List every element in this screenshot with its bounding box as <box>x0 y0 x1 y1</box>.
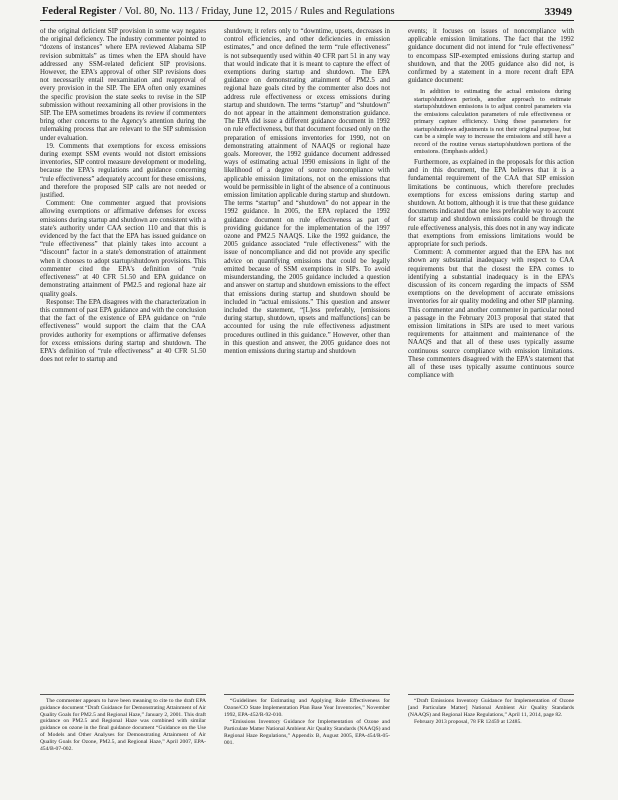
footnote: “Guidelines for Estimating and Applying Rule Effectiveness for Ozone/CO State Implementation Plan Base Year Inventories,” November 1992, EPA-452/R-92-010. <box>224 698 390 718</box>
page-header <box>42 6 572 24</box>
block-quote: In addition to estimating the actual emissions during startup/shutdown periods, another approach to estimate startup/shutdown emissions is to adjust control parameters via the emissions calculation parameters of rule effectiveness or primary capture efficiency. Using these parameters for startup/shutdown adjustments is not their original purpose, but can be a simple way to increase the emissions and still have a record of the routine versus startup/shutdown portions of the emissions. (Emphasis added.) <box>414 88 571 156</box>
paragraph: of the original deficient SIP provision in some way negates the original deficiency. The industry commenter pointed to “dozens of instances” where EPA reviewed Alabama SIP revision submittals” as times when the EPA should have addressed any SSM-related deficient SIP provisions. However, the EPA's approval of other SIP revisions does not necessarily entail reexamination and reapproval of every provision in the SIP. The EPA often only examines the specific provision the state seeks to revise in the SIP submission without reexamining all other provisions in the SIP. The EPA sometimes broadens its review if commenters bring other concerns to the Agency's attention during the rulemaking process that are relevant to the SIP submission under evaluation. <box>40 28 206 142</box>
paragraph: Furthermore, as explained in the proposals for this action and in this document, the EPA believes that it is a fundamental requirement of the CAA that SIP emission limitations be continuous, which therefore precludes exemptions for excess emissions during startup and shutdown. At bottom, although it is true that these guidance documents indicated that one less preferable way to account for startup and shutdown emissions could be through the rule effectiveness analysis, this does not in any way indicate that exemptions from emissions limitations would be appropriate for such periods. <box>408 158 574 248</box>
paragraph: events; it focuses on issues of noncompliance with applicable emission limitations. The fact that the 1992 guidance document did not intend for “rule effectiveness” to encompass SIP-exempted emissions during startup and shutdown, and that the 2005 guidance also did not, is confirmed by a statement in a more recent draft EPA guidance document: <box>408 28 574 85</box>
page-body <box>40 28 574 798</box>
column-3 <box>408 28 574 798</box>
footnotes <box>40 694 206 753</box>
paragraph: shutdown; it refers only to “downtime, upsets, decreases in control efficiencies, and other deficiencies in emission estimates,” and once defined the term “rule effectiveness” is not subsequently used within 40 CFR part 51 in any way that would indicate that it is meant to capture the effect of exemptions during startup and shutdown. The EPA guidance on demonstrating attainment of PM2.5 and regional haze goals cited by the commenter also does not address rule effectiveness or excess emissions during startup and shutdown. The terms “startup” and “shutdown” do not appear in the attainment demonstration guidance. The EPA did issue a different guidance document in 1992 on rule effectiveness, but that document focused only on the preparation of emissions inventories for 1990, not on demonstrating attainment of NAAQS or regional haze goals. Moreover, the 1992 guidance document addressed ways of estimating actual 1990 emissions in light of the likelihood of a degree of source noncompliance with applicable emission limitations, not on the emissions that would be permissible in light of the absence of a continuous emission limitation applicable during startup and shutdown. The terms “startup” and “shutdown” do not appear in the 1992 guidance. In 2005, the EPA replaced the 1992 guidance document on rule effectiveness as part of providing guidance for the implementation of the 1997 ozone and PM2.5 NAAQS. Like the 1992 guidance, the 2005 guidance associated “rule effectiveness” with the issue of noncompliance and did not provide any specific advice on quantifying emissions that could be legally emitted because of SSM exemptions in SIPs. To avoid misunderstanding, the 2005 guidance included a question and answer on startup and shutdown emissions to the effect that emissions during startup and shutdown should be included in “actual emissions.” This question and answer included the statement, “[L]ess preferably, [emissions during startup, shutdown, upsets and malfunctions] can be accounted for using the rule effectiveness adjustment procedures outlined in this guidance.” However, other than in this question and answer, the 2005 guidance does not mention emissions during startup and shutdown <box>224 28 390 355</box>
issue-details: / Vol. 80, No. 113 / Friday, June 12, 2015 / Rules and Regulations <box>116 6 395 17</box>
journal-title: Federal Register <box>42 6 117 17</box>
footnotes <box>408 694 574 727</box>
footnote: February 2013 proposal, 78 FR 12459 at 12485. <box>414 719 522 726</box>
paragraph: Comment: One commenter argued that provisions allowing exemptions or affirmative defenses for excess emissions during startup and shutdown are consistent with a state's authority under CAA section 110 and that this is evidenced by the fact that the EPA has issued guidance on “rule effectiveness” that plainly takes into account a “discount” factor in a state's demonstration of attainment when it chooses to adopt startup/shutdown provisions. This commenter cited the EPA's definition of “rule effectiveness” at 40 CFR 51.50 and EPA guidance on demonstrating attainment of PM2.5 and regional haze air quality goals. <box>40 200 206 298</box>
paragraph: Comment: A commenter argued that the EPA has not shown any substantial inadequacy with respect to CAA requirements but that the closest the EPA comes to identifying a substantial inadequacy is in the EPA's discussion of its concern regarding the impacts of SSM exemptions on the development of accurate emissions inventories for air quality modeling and other SIP planning. This commenter and another commenter in particular noted a passage in the February 2013 proposal that stated that emission limitations in SIPs are used to meet various requirements for attainment and maintenance of the NAAQS and that all of these uses typically assume continuous source compliance with emission limitations. These commenters disagreed with the EPA's statement that all of these uses typically assume continuous source compliance with <box>408 249 574 380</box>
footnote: “Draft Emissions Inventory Guidance for Implementation of Ozone [and Particulate Matter] National Ambient Air Quality Standards (NAAQS) and Regional Haze Regulations,” April 11, 2014, page 82. <box>408 698 574 718</box>
footnote: The commenter appears to have been meaning to cite to the draft EPA guidance document “Draft Guidance for Demonstrating Attainment of Air Quality Goals for PM2.5 and Regional Haze,” January 2, 2001. This draft guidance on PM2.5 and Regional Haze was combined with similar guidance on ozone in the final guidance document “Guidance on the Use of Models and Other Analyses for Demonstrating Attainment of Air Quality Goals for Ozone, PM2.5, and Regional Haze,” April 2007, EPA-454/B-07-002. <box>40 698 206 752</box>
paragraph: 19. Comments that exemptions for excess emissions during exempt SSM events would not distort emissions inventories, SIP control measure development or modeling, because the EPA's regulations and guidance concerning “rule effectiveness” adequately account for these emissions, and therefore the proposed SIP calls are not needed or justified. <box>40 142 206 200</box>
column-2 <box>224 28 390 798</box>
footnotes <box>224 694 390 748</box>
page-number: 33949 <box>544 6 572 18</box>
paragraph: Response: The EPA disagrees with the characterization in this comment of past EPA guidance and with the conclusion that the fact of the existence of EPA guidance on “rule effectiveness” would support the claim that the CAA provides authority for exemptions or affirmative defenses for excess emissions during startup and shutdown. The EPA's definition of “rule effectiveness” at 40 CFR 51.50 does not refer to startup and <box>40 298 206 364</box>
header-rule <box>40 20 574 21</box>
column-1 <box>40 28 206 798</box>
footnote: “Emissions Inventory Guidance for Implementation of Ozone and Particulate Matter National Ambient Air Quality Standards (NAAQS) and Regional Haze Regulations,” Appendix B, August 2005, EPA-454/R-05-001. <box>224 719 390 746</box>
